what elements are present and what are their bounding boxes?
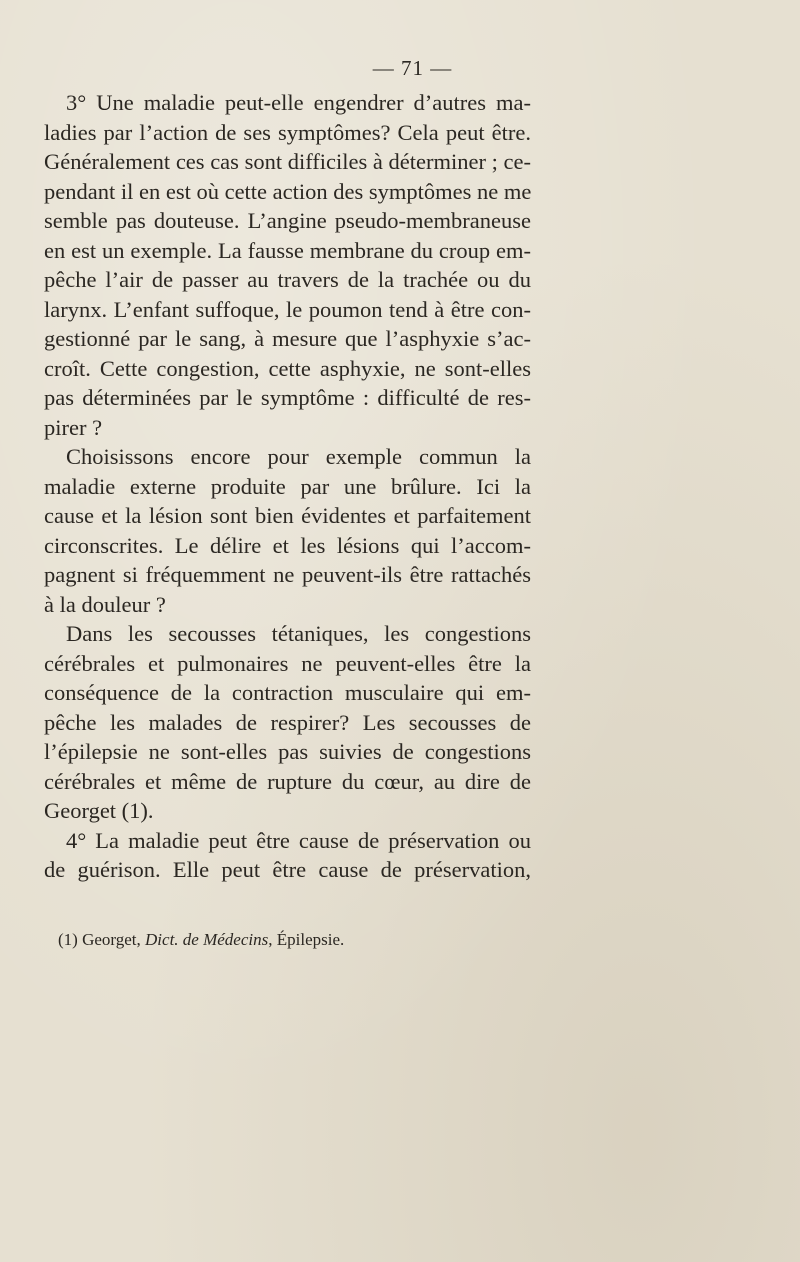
text-line: Dans les secousses tétaniques, les congestions (66, 621, 531, 646)
text-line: ladies par l’action de ses symptômes? Cela peut être. (44, 119, 531, 145)
text-line: pirer ? (44, 414, 103, 440)
text-line: à la douleur ? (44, 591, 166, 617)
text-line: larynx. L’enfant suffoque, le poumon tend à être con- (44, 296, 531, 322)
body-text (44, 88, 531, 885)
text-line: cérébrales et pulmonaires ne peuvent-elles être la (44, 650, 531, 676)
text-line: de guérison. Elle peut être cause de préservation, (44, 857, 531, 882)
text-line: croît. Cette congestion, cette asphyxie, ne sont-elles (44, 355, 531, 381)
text-line: conséquence de la contraction musculaire qui em- (44, 680, 531, 705)
text-line: 4° La maladie peut être cause de préservation ou (66, 827, 531, 853)
page-number: — 71 — (372, 56, 453, 80)
text-line: pagnent si fréquemment ne peuvent-ils être rattachés (44, 562, 531, 587)
text-line: pendant il en est où cette action des symptômes ne me (44, 178, 532, 204)
text-line: pas déterminées par le symptôme : difficulté de res- (44, 385, 531, 410)
text-line: cérébrales et même de rupture du cœur, au dire de (44, 768, 531, 794)
text-line: pêche les malades de respirer? Les secousses de (44, 709, 531, 735)
text-line: l’épilepsie ne sont-elles pas suivies de congestions (44, 739, 531, 764)
text-line: en est un exemple. La fausse membrane du croup em- (44, 237, 531, 263)
text-line: 3° Une maladie peut-elle engendrer d’autres ma- (66, 90, 531, 115)
text-line: cause et la lésion sont bien évidentes et parfaitement (44, 503, 531, 528)
text-line: pêche l’air de passer au travers de la trachée ou du (44, 267, 531, 292)
text-line: Choisissons encore pour exemple commun la (66, 444, 531, 469)
text-line: semble pas douteuse. L’angine pseudo-membraneuse (44, 208, 531, 233)
text-line: Généralement ces cas sont difficiles à déterminer ; ce- (44, 149, 531, 174)
text-line: gestionné par le sang, à mesure que l’asphyxie s’ac- (44, 326, 531, 351)
text-line: Georget (1). (44, 798, 154, 823)
text-line: circonscrites. Le délire et les lésions qui l’accom- (44, 532, 531, 558)
footnote (58, 928, 344, 952)
footnote-work-title: Dict. de Médecins (145, 930, 269, 949)
text-line: maladie externe produite par une brûlure. Ici la (44, 473, 531, 499)
footnote-author: Georget, (82, 930, 141, 949)
footnote-rest: , Épilepsie. (268, 930, 345, 949)
footnote-marker: (1) (58, 930, 78, 949)
